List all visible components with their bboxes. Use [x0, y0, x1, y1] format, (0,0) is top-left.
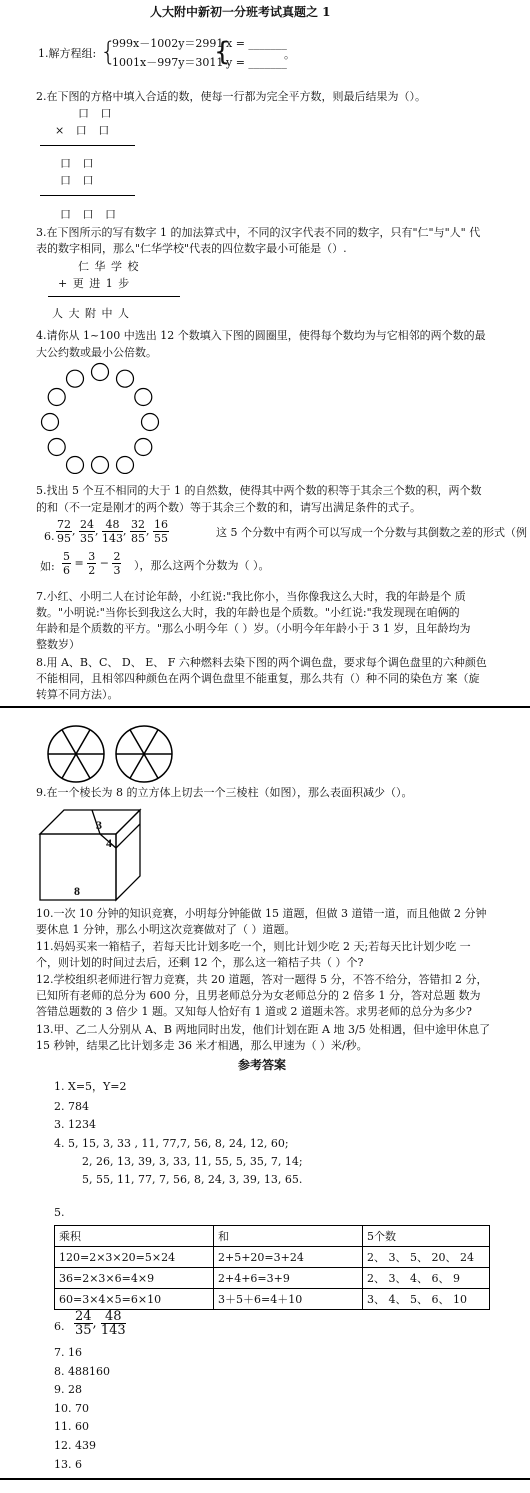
answer-6-label: 6. [54, 1320, 65, 1333]
answer-8: 8. 488160 [54, 1365, 110, 1378]
q8-line1: 8.用 A、B、C、 D、 E、 F 六种燃料去染下图的两个调色盘，要求每个调色盘里的六种颜色 [36, 656, 487, 669]
q12-line1: 12.学校组织老师进行智力竞赛，共 20 道题，答对一题得 5 分，不答不给分，答错扣 2 分， [36, 973, 488, 986]
q3-line2: 表的数字相同，那么"仁华学校"代表的四位数字最小可能是（）. [36, 242, 347, 255]
fraction: $\frac{48}{143}$ [100, 1309, 126, 1338]
q3-line1: 3.在下图所示的写有数字 1 的加法算式中，不同的汉字代表不同的数字，只有"仁"与"人" 代 [36, 226, 481, 239]
table-cell: 2、 3、 5、 20、 24 [363, 1247, 490, 1268]
q12-line3: 答错总题数的 3 倍少 1 题。又知每人恰好有 1 道或 2 道题未答。求男老师的总分为多少? [36, 1005, 472, 1018]
cube-diagram [36, 806, 146, 904]
q13-line2: 15 秒钟，结果乙比计划多走 36 米才相遇，那么甲速为（ ）米/秒。 [36, 1039, 368, 1052]
answer-10: 10. 70 [54, 1402, 89, 1415]
q6-text: 这 5 个分数中有两个可以写成一个分数与其倒数之差的形式（例 [216, 526, 527, 539]
q1-y-blank: y = _______ [226, 56, 287, 69]
answer-5-table [54, 1225, 490, 1310]
q2-text: 2.在下图的方格中填入合适的数，使每一行都为完全平方数，则最后结果为（）。 [36, 90, 426, 103]
table-cell: 60=3×4×5=6×10 [55, 1289, 214, 1310]
table-header-cell: 和 [214, 1226, 363, 1247]
q2-row2: × 口 口 [55, 124, 114, 137]
q1-x-blank: x = _______ [226, 37, 287, 50]
page-break [0, 1478, 530, 1480]
q11-line1: 11.妈妈买来一箱桔子，若每天比计划多吃一个，则比计划少吃 2 天;若每天比计划少吃 一 [36, 940, 471, 953]
table-cell: 2、 3、 4、 6、 9 [363, 1268, 490, 1289]
table-row [55, 1268, 490, 1289]
q6-fraction-list: $\frac{72}{95}$ , $\frac{24}{35}$ , $\frac{48}{143}$ , $\frac{32}{85}$ , $\frac{16}{55}$ [57, 518, 168, 545]
answer-3: 3. 1234 [54, 1118, 96, 1131]
circle-ring-diagram [40, 362, 160, 474]
cube-label-8: 8 [74, 884, 80, 898]
divider [40, 145, 135, 146]
table-header-cell: 5个数 [363, 1226, 490, 1247]
q5-line1: 5.找出 5 个互不相同的大于 1 的自然数，使得其中两个数的积等于其余三个数的积，两个数 [36, 484, 482, 497]
answer-13: 13. 6 [54, 1458, 82, 1471]
divider [40, 195, 135, 196]
answer-9: 9. 28 [54, 1383, 82, 1396]
page-break [0, 706, 530, 708]
q2-row5: 口 口 口 [60, 208, 120, 221]
q2-row3: 口 口 [60, 157, 98, 170]
left-brace: { [100, 37, 117, 67]
table-cell: 3＋5＋6=4＋10 [214, 1289, 363, 1310]
q1-label: 1.解方程组: [38, 47, 97, 60]
answer-4-line2: 2, 26, 13, 39, 3, 33, 11, 55, 5, 35, 7, 14; [82, 1155, 303, 1168]
q5-line2: 的和（不一定是刚才的两个数）等于其余三个数的和，请写出满足条件的式子。 [36, 501, 421, 514]
q6-ex-label: 如: [40, 560, 55, 573]
q11-line2: 个，则计划的时间过去后，还剩 12 个，那么这一箱桔子共（ ）个? [36, 956, 364, 969]
q13-line1: 13.甲、乙二人分别从 A、B 两地同时出发，他们计划在距 A 地 3/5 处相遇，但中途甲休息了 [36, 1023, 491, 1036]
fraction: $\frac{24}{35}$ [80, 518, 94, 545]
q1-eq1: 999x－1002y＝2991 [112, 37, 224, 50]
answer-5-label: 5. [54, 1206, 65, 1219]
answer-1: 1. X=5，Y=2 [54, 1080, 127, 1093]
q1-eq2: 1001x－997y＝3011 [112, 56, 224, 69]
answer-4-line3: 5, 55, 11, 77, 7, 56, 8, 24, 3, 39, 13, 65. [82, 1173, 303, 1186]
table-cell: 3、 4、 5、 6、 10 [363, 1289, 490, 1310]
fraction: $\frac{24}{35}$ [75, 1309, 92, 1338]
q3-row3: 人 大 附 中 人 [52, 307, 130, 320]
left-brace-2: { [214, 37, 231, 67]
color-wheels-diagram [44, 722, 184, 786]
table-cell: 2+5+20=3+24 [214, 1247, 363, 1268]
q10-line2: 要休息 1 分钟，那么小明这次竞赛做对了（ ）道题。 [36, 923, 296, 936]
table-header-row [55, 1226, 490, 1247]
answer-11: 11. 60 [54, 1420, 89, 1433]
cube-label-4: 4 [106, 836, 112, 850]
q9-text: 9.在一个棱长为 8 的立方体上切去一个三棱柱（如图），那么表面积减少（）。 [36, 786, 413, 799]
q6-ex-tail: ），那么这两个分数为（ ）。 [134, 559, 270, 572]
fraction: $\frac{48}{143}$ [102, 518, 123, 545]
answers-heading: 参考答案 [238, 1058, 287, 1072]
fraction: $\frac{32}{85}$ [131, 518, 145, 545]
table-cell: 2+4+6=3+9 [214, 1268, 363, 1289]
answer-6-fractions: $\frac{24}{35}$ , $\frac{48}{143}$ [75, 1309, 126, 1338]
q4-line1: 4.请你从 1~100 中选出 12 个数填入下图的圆圈里，使得每个数均为与它相邻的两个数的最 [36, 329, 486, 342]
page-title: 人大附中新初一分班考试真题之 1 [150, 5, 331, 19]
table-row [55, 1247, 490, 1268]
q3-row2: + 更 进 1 步 [58, 277, 131, 290]
table-row [55, 1289, 490, 1310]
q4-line2: 大公约数或最小公倍数。 [36, 346, 157, 359]
q7-line2: 数。"小明说:"当你长到我这么大时，我的年龄也是个质数。"小红说:"我发现现在咱俩的 [36, 606, 460, 619]
q8-line3: 转算不同方法）。 [36, 688, 119, 701]
answer-4-line1: 4. 5, 15, 3, 33 , 11, 77,7, 56, 8, 24, 12, 60; [54, 1137, 289, 1150]
cube-label-3: 3 [96, 818, 102, 832]
q6-example: $\frac{5}{6}$ = $\frac{3}{2}$ − $\frac{2}{3}$ [63, 550, 121, 577]
q3-row1: 仁 华 学 校 [78, 260, 140, 273]
q2-row4: 口 口 [60, 174, 98, 187]
divider [48, 296, 180, 297]
q7-line1: 7.小红、小明二人在讨论年龄，小红说:"我比你小，当你像我这么大时，我的年龄是个 质 [36, 590, 466, 603]
answer-12: 12. 439 [54, 1439, 96, 1452]
fraction: $\frac{72}{95}$ [57, 518, 71, 545]
q1-end: 。 [284, 48, 295, 61]
q12-line2: 已知所有老师的总分为 600 分，且男老师总分为女老师总分的 2 倍多 1 分，答对总题 数为 [36, 989, 481, 1002]
answer-2: 2. 784 [54, 1100, 89, 1113]
q10-line1: 10.一次 10 分钟的知识竞赛，小明每分钟能做 15 道题，但做 3 道错一道，而且他做 2 分钟 [36, 907, 487, 920]
fraction: $\frac{16}{55}$ [154, 518, 168, 545]
q7-line3: 年龄和是个质数的平方。"那么小明今年（ ）岁。（小明今年年龄小于 3 1 岁，且年龄均为 [36, 622, 471, 635]
q8-line2: 不能相同，且相邻四种颜色在两个调色盘里不能重复，那么共有（）种不同的染色方 案（旋 [36, 672, 480, 685]
q7-line4: 整数岁） [36, 638, 80, 651]
answer-7: 7. 16 [54, 1346, 82, 1359]
q6-label: 6. [44, 530, 55, 543]
table-header-cell: 乘积 [55, 1226, 214, 1247]
table-cell: 120=2×3×20=5×24 [55, 1247, 214, 1268]
table-cell: 36=2×3×6=4×9 [55, 1268, 214, 1289]
q2-row1: 口 口 [78, 107, 116, 120]
